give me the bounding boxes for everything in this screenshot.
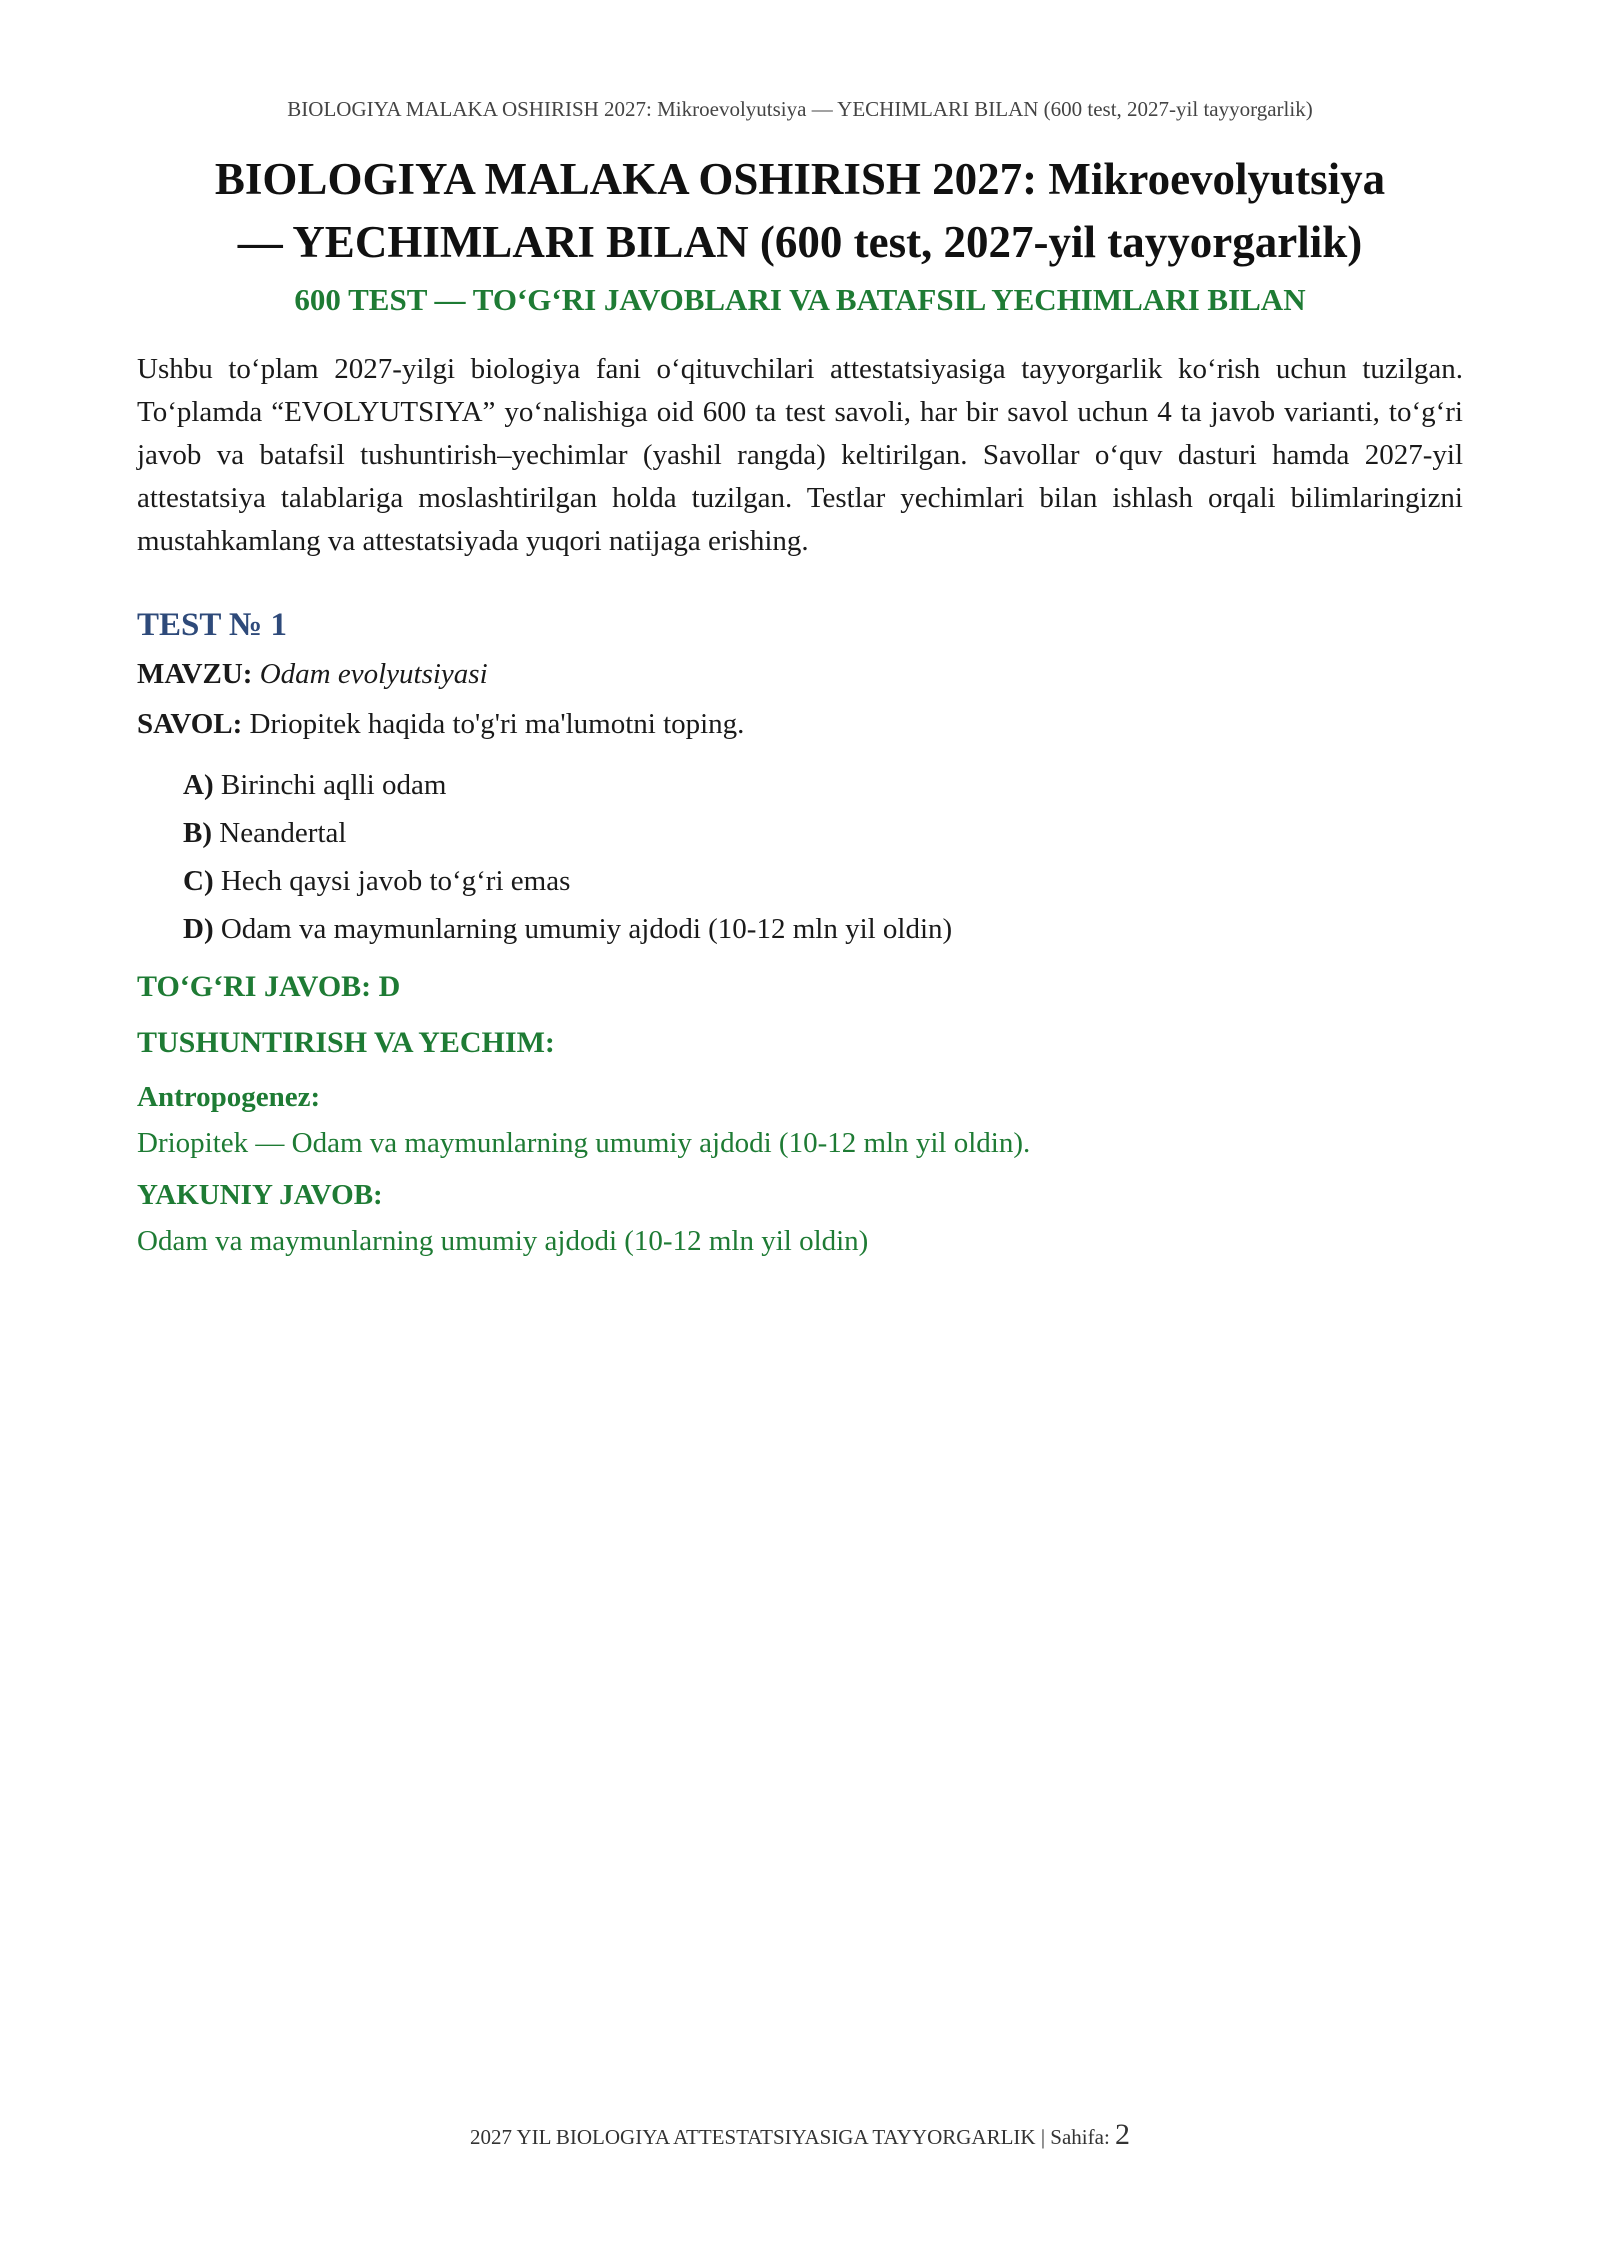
question-label: SAVOL: <box>137 708 243 740</box>
question-text: Driopitek haqida to'g'ri ma'lumotni toping. <box>249 708 745 740</box>
option-text: Neandertal <box>219 817 347 849</box>
topic-line <box>137 653 1463 695</box>
title-line-1: BIOLOGIYA MALAKA OSHIRISH 2027: Mikroevolyutsiya <box>214 154 1386 204</box>
explanation-heading: TUSHUNTIRISH VA YECHIM: <box>137 1026 555 1059</box>
explanation-text: Driopitek — Odam va maymunlarning umumiy ajdodi (10-12 mln yil oldin). <box>137 1127 1031 1159</box>
final-answer-heading: YAKUNIY JAVOB: <box>137 1179 383 1211</box>
page-label: Sahifa: <box>1050 2125 1110 2149</box>
correct-answer: TO‘G‘RI JAVOB: D <box>137 970 401 1003</box>
option-c <box>183 857 1463 905</box>
answer-options <box>183 761 1463 953</box>
footer-text: 2027 YIL BIOLOGIYA ATTESTATSIYASIGA TAYYORGARLIK <box>469 2125 1036 2149</box>
page-number: 2 <box>1115 2118 1131 2151</box>
document-title <box>137 148 1463 274</box>
intro-paragraph: Ushbu to‘plam 2027-yilgi biologiya fani o‘qituvchilari attestatsiyasiga tayyorgarlik ko‘rish uchun tuzilgan. To‘plamda “EVOLYUTSIYA” yo‘nalishiga oid 600 ta test savoli, har bir savol uchun 4 ta javob varianti, to‘g‘ri javob va batafsil tushuntirish–yechimlar (yashil rangda) keltirilgan. Savollar o‘quv dasturi hamda 2027-yil attestatsiya talablariga moslashtirilgan holda tuzilgan. Testlar yechimlari bilan ishlash orqali bilimlaringizni mustahkamlang va attestatsiyada yuqori natijaga erishing. <box>137 353 1463 557</box>
footer-separator: | <box>1040 2125 1046 2149</box>
option-text: Birinchi aqlli odam <box>220 769 447 801</box>
option-letter: D) <box>183 913 214 945</box>
page-content <box>137 148 1463 1265</box>
option-text: Odam va maymunlarning umumiy ajdodi (10-12 mln yil oldin) <box>220 913 953 945</box>
explanation-subheading: Antropogenez: <box>137 1081 321 1113</box>
question-line <box>137 703 1463 745</box>
option-a <box>183 761 1463 809</box>
option-letter: B) <box>183 817 212 849</box>
test-heading: TEST № 1 <box>137 607 287 643</box>
option-letter: A) <box>183 769 214 801</box>
title-line-2: — YECHIMLARI BILAN (600 test, 2027-yil tayyorgarlik) <box>237 217 1363 267</box>
page-footer <box>0 2118 1600 2152</box>
option-letter: C) <box>183 865 214 897</box>
final-answer-text: Odam va maymunlarning umumiy ajdodi (10-12 mln yil oldin) <box>137 1225 869 1257</box>
option-b <box>183 809 1463 857</box>
document-subtitle: 600 TEST — TO‘G‘RI JAVOBLARI VA BATAFSIL YECHIMLARI BILAN <box>294 282 1306 317</box>
topic-label: MAVZU: <box>137 658 253 690</box>
option-d <box>183 905 1463 953</box>
option-text: Hech qaysi javob to‘g‘ri emas <box>220 865 571 897</box>
topic-value: Odam evolyutsiyasi <box>259 658 488 690</box>
running-header: BIOLOGIYA MALAKA OSHIRISH 2027: Mikroevolyutsiya — YECHIMLARI BILAN (600 test, 2027-yil tayyorgarlik) <box>287 97 1313 121</box>
